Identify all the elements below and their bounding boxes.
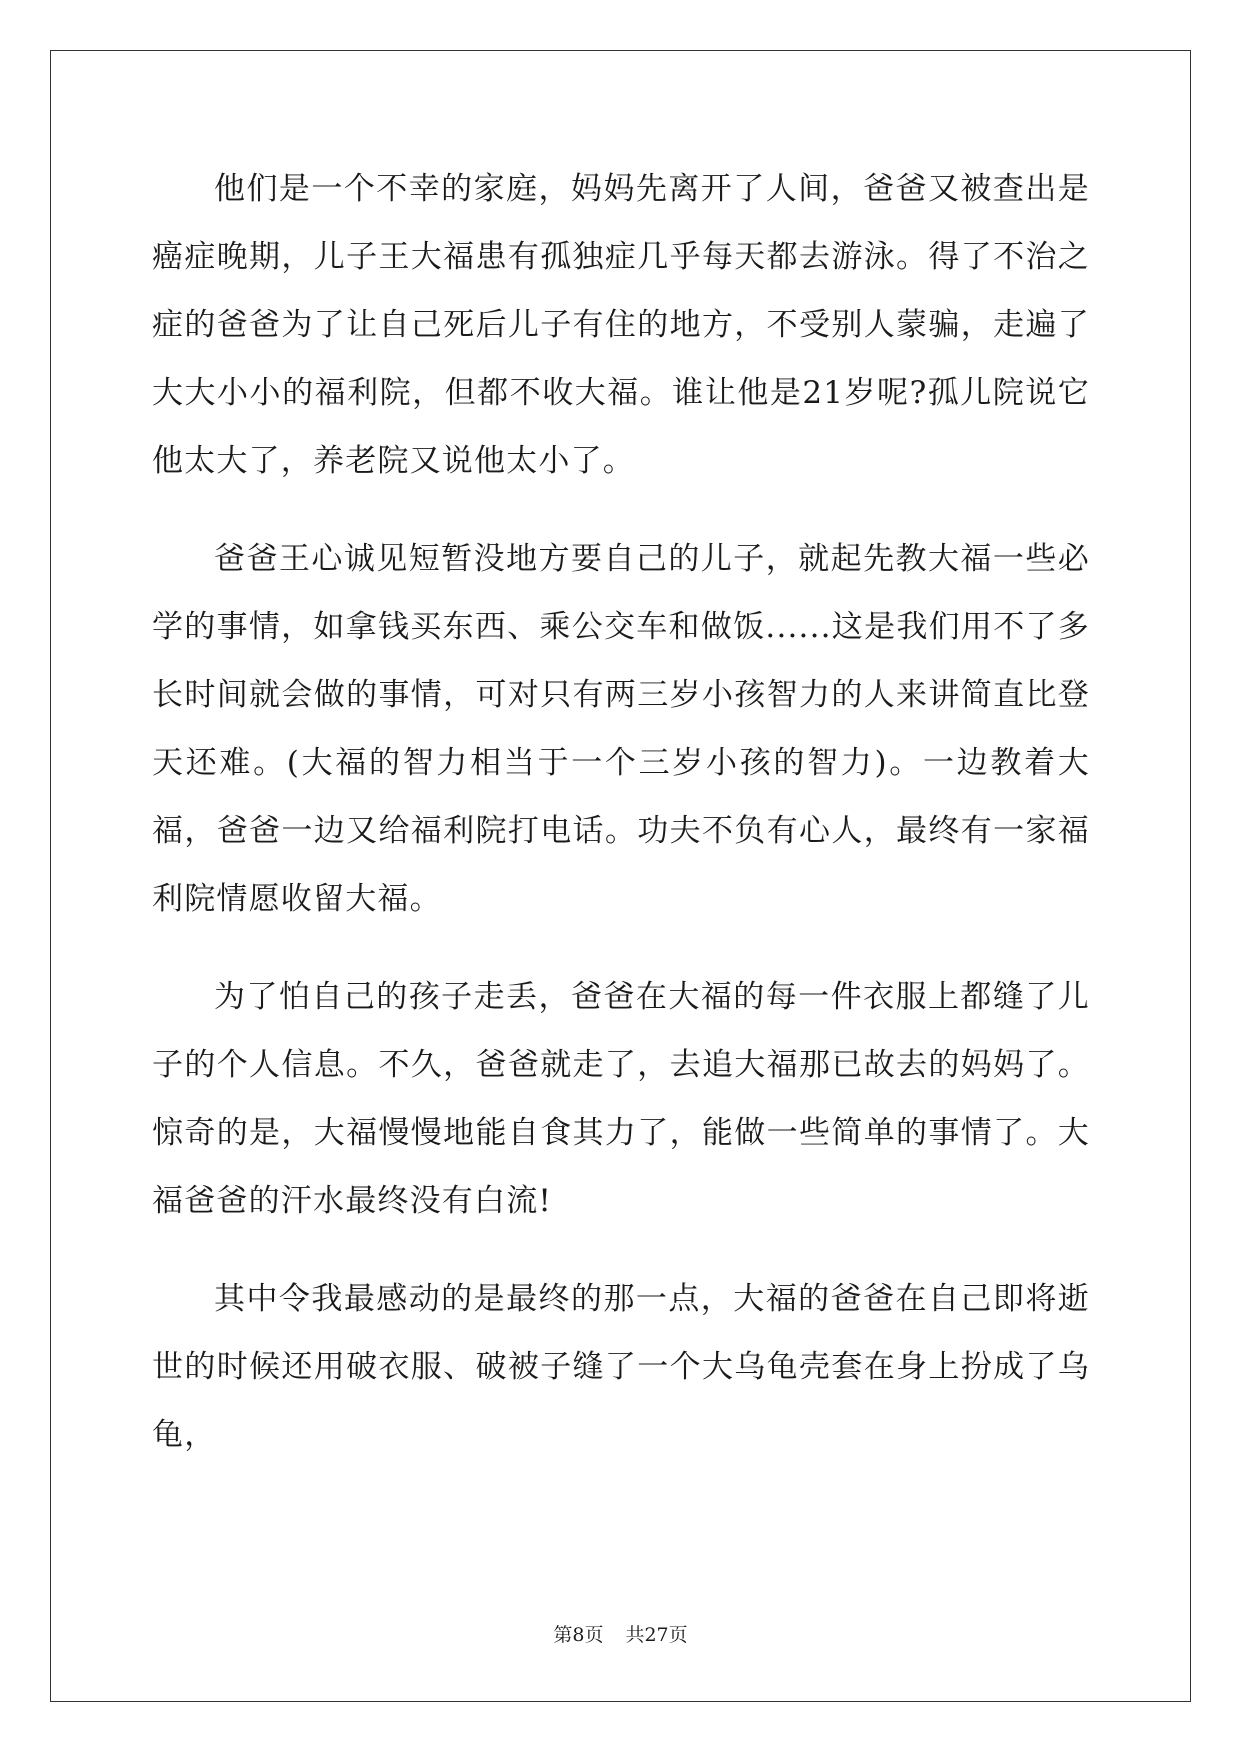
page-footer xyxy=(0,1620,1241,1647)
paragraph-3: 为了怕自己的孩子走丢，爸爸在大福的每一件衣服上都缝了儿子的个人信息。不久，爸爸就走了，去追大福那已故去的妈妈了。惊奇的是，大福慢慢地能自食其力了，能做一些简单的事情了。大福爸爸的汗水最终没有白流! xyxy=(152,979,1090,1219)
paragraph-2: 爸爸王心诚见短暂没地方要自己的儿子，就起先教大福一些必学的事情，如拿钱买东西、乘公交车和做饭......这是我们用不了多长时间就会做的事情，可对只有两三岁小孩智力的人来讲简直比登天还难。(大福的智力相当于一个三岁小孩的智力)。一边教着大福，爸爸一边又给福利院打电话。功夫不负有心人，最终有一家福利院情愿收留大福。 xyxy=(152,541,1090,917)
page-number: 第8页 xyxy=(553,1624,604,1646)
document-body xyxy=(152,155,1090,1499)
paragraph-4: 其中令我最感动的是最终的那一点，大福的爸爸在自己即将逝世的时候还用破衣服、破被子缝了一个大乌龟壳套在身上扮成了乌龟， xyxy=(152,1281,1090,1453)
page-total: 共27页 xyxy=(625,1624,688,1646)
paragraph-1: 他们是一个不幸的家庭，妈妈先离开了人间，爸爸又被查出是癌症晚期，儿子王大福患有孤独症几乎每天都去游泳。得了不治之症的爸爸为了让自己死后儿子有住的地方，不受别人蒙骗，走遍了大大小小的福利院，但都不收大福。谁让他是21岁呢?孤儿院说它他太大了，养老院又说他太小了。 xyxy=(152,171,1090,479)
